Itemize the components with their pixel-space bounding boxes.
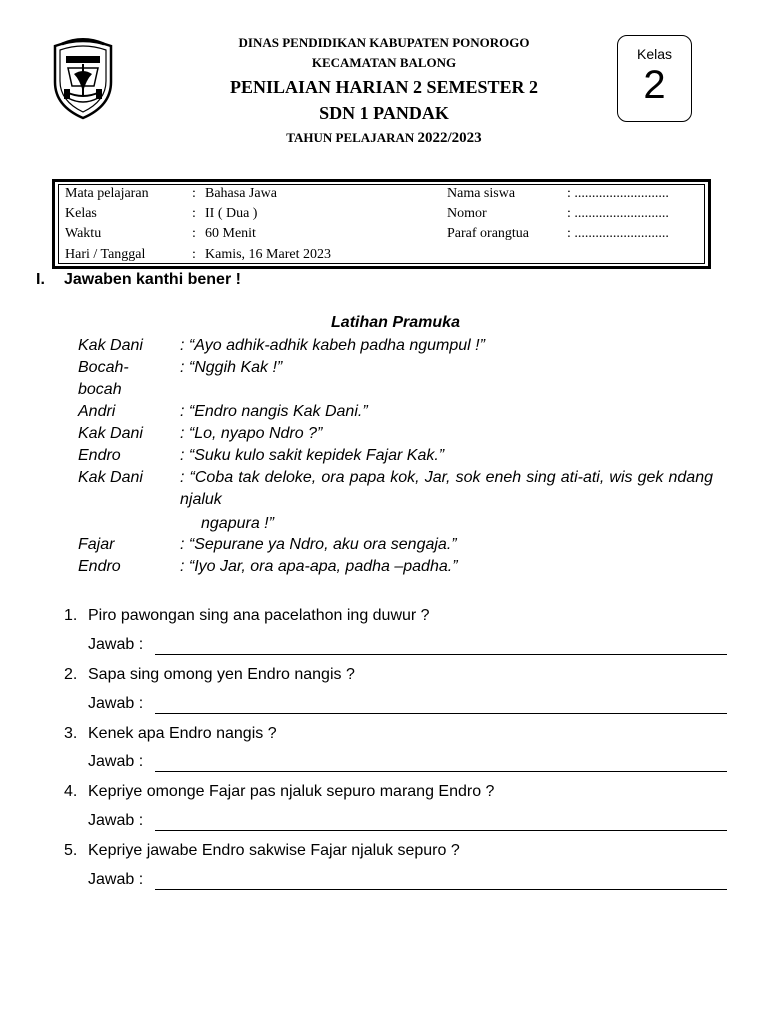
- answer-label: Jawab :: [88, 871, 144, 888]
- dialogue-utterance: : “Nggih Kak !”: [180, 359, 283, 376]
- student-info-box: [52, 179, 711, 269]
- dialogue-speaker-cont: bocah: [78, 381, 122, 398]
- question-number: 4.: [64, 783, 78, 800]
- question-text: Kepriye jawabe Endro sakwise Fajar njaluk sepuro ?: [88, 842, 460, 859]
- question-text: Kepriye omonge Fajar pas njaluk sepuro marang Endro ?: [88, 783, 495, 800]
- dialogue-speaker: Kak Dani: [78, 337, 143, 354]
- student-number-field[interactable]: : ...........................: [567, 206, 669, 221]
- grade-number: 2: [643, 63, 666, 107]
- question-number: 5.: [64, 842, 78, 859]
- info-colon: :: [192, 226, 196, 241]
- dialogue-speaker: Fajar: [78, 536, 115, 553]
- answer-label: Jawab :: [88, 753, 144, 770]
- info-colon: :: [192, 186, 196, 201]
- dialogue-utterance: : “Iyo Jar, ora apa-apa, padha –padha.”: [180, 558, 458, 575]
- info-value: Bahasa Jawa: [205, 186, 277, 201]
- question-number: 2.: [64, 666, 78, 683]
- question-text: Sapa sing omong yen Endro nangis ?: [88, 666, 355, 683]
- info-colon: :: [192, 206, 196, 221]
- dialogue-utterance: : “Coba tak deloke, ora papa kok, Jar, sok eneh sing ati-ati, wis gek ndang njaluk: [180, 469, 713, 508]
- student-name-label: Nama siswa: [447, 186, 516, 201]
- school-name: SDN 1 PANDAK: [319, 103, 449, 123]
- dialogue-speaker: Kak Dani: [78, 469, 143, 486]
- dialogue-utterance-cont: ngapura !”: [201, 515, 274, 532]
- question-number: 1.: [64, 607, 78, 624]
- dialogue-utterance: : “Ayo adhik-adhik kabeh padha ngumpul !”: [180, 337, 485, 354]
- academic-year-label: TAHUN PELAJARAN: [286, 130, 415, 145]
- info-value: 60 Menit: [205, 226, 256, 241]
- question-number: 3.: [64, 725, 78, 742]
- dialogue-utterance: : “Endro nangis Kak Dani.”: [180, 403, 368, 420]
- parent-signature-field[interactable]: : ...........................: [567, 226, 669, 241]
- student-info-inner: [58, 184, 705, 264]
- dialogue-utterance: : “Lo, nyapo Ndro ?”: [180, 425, 323, 442]
- info-label: Kelas: [65, 206, 97, 221]
- dialogue-speaker: Endro: [78, 558, 121, 575]
- ponorogo-crest-icon: [50, 34, 116, 120]
- dialogue-utterance: : “Suku kulo sakit kepidek Fajar Kak.”: [180, 447, 445, 464]
- answer-line[interactable]: [155, 813, 727, 831]
- question-text: Kenek apa Endro nangis ?: [88, 725, 277, 742]
- answer-label: Jawab :: [88, 695, 144, 712]
- info-label: Hari / Tanggal: [65, 247, 146, 262]
- answer-line[interactable]: [155, 696, 727, 714]
- dialogue-utterance: : “Sepurane ya Ndro, aku ora sengaja.”: [180, 536, 457, 553]
- student-number-label: Nomor: [447, 206, 487, 221]
- academic-year: [200, 130, 568, 147]
- info-value: Kamis, 16 Maret 2023: [205, 247, 331, 262]
- answer-line[interactable]: [155, 754, 727, 772]
- answer-line[interactable]: [155, 872, 727, 890]
- dialogue-speaker: Andri: [78, 403, 116, 420]
- section-number: I.: [36, 271, 45, 288]
- header-agency: DINAS PENDIDIKAN KABUPATEN PONOROGO: [238, 35, 530, 50]
- info-label: Mata pelajaran: [65, 186, 149, 201]
- dialogue-title: Latihan Pramuka: [331, 314, 460, 331]
- dialogue-speaker: Kak Dani: [78, 425, 143, 442]
- section-instruction: Jawaben kanthi bener !: [64, 271, 241, 288]
- answer-line[interactable]: [155, 637, 727, 655]
- answer-label: Jawab :: [88, 812, 144, 829]
- student-name-field[interactable]: : ...........................: [567, 186, 669, 201]
- grade-badge: [617, 35, 692, 122]
- dialogue-speaker: Bocah-: [78, 359, 129, 376]
- info-label: Waktu: [65, 226, 102, 241]
- info-colon: :: [192, 247, 196, 262]
- question-text: Piro pawongan sing ana pacelathon ing duwur ?: [88, 607, 430, 624]
- exam-title: PENILAIAN HARIAN 2 SEMESTER 2: [229, 77, 539, 97]
- academic-year-value: 2022/2023: [417, 130, 482, 146]
- info-value: II ( Dua ): [205, 206, 258, 221]
- grade-label: Kelas: [636, 46, 673, 62]
- parent-signature-label: Paraf orangtua: [447, 226, 530, 241]
- header-district: KECAMATAN BALONG: [311, 55, 457, 70]
- dialogue-speaker: Endro: [78, 447, 121, 464]
- answer-label: Jawab :: [88, 636, 144, 653]
